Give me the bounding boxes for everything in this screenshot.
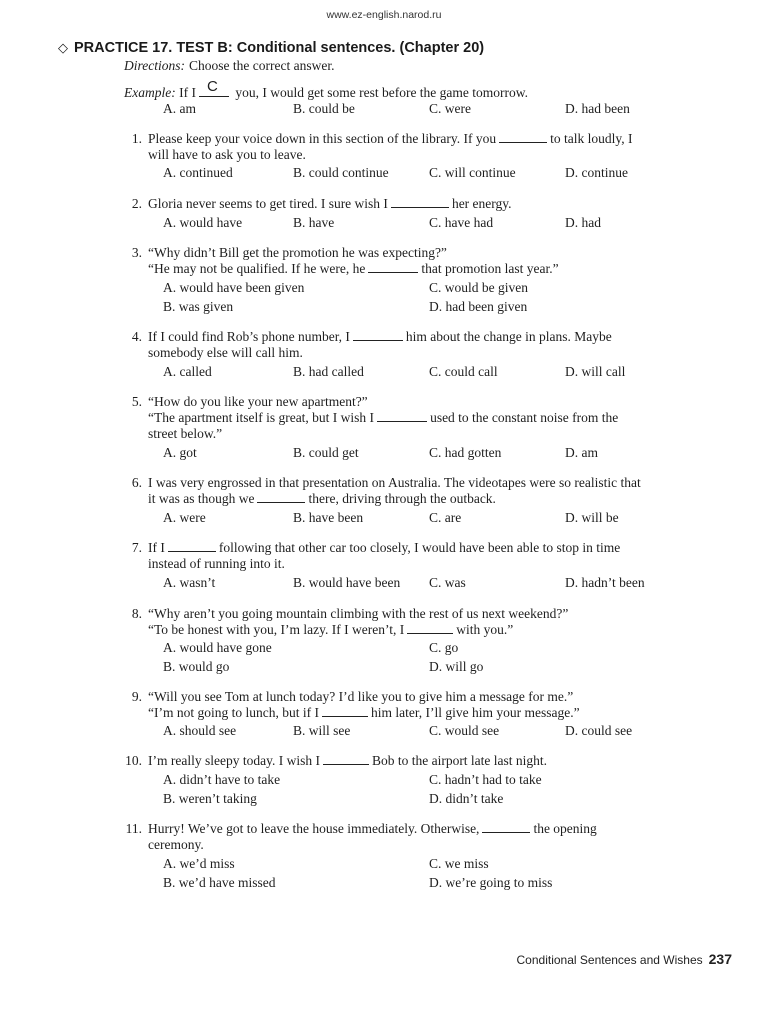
option-a[interactable]: A. got — [163, 445, 197, 460]
option-b[interactable]: B. we’d have missed — [163, 875, 276, 890]
question-text-cont: instead of running into it. — [148, 556, 285, 571]
source-url: www.ez-english.narod.ru — [326, 9, 442, 21]
option-a[interactable]: A. continued — [163, 165, 233, 180]
question-text-cont: “He may not be qualified. If he were, he that promotion last year.” — [148, 261, 559, 276]
question-text: “Will you see Tom at lunch today? I’d like you to give him a message for me.” — [148, 689, 574, 704]
example-text-after: you, I would get some rest before the game tomorrow. — [235, 85, 529, 100]
answer-blank[interactable] — [322, 705, 368, 717]
option-b[interactable]: B. had called — [293, 364, 364, 379]
option-c[interactable]: C. could call — [429, 364, 498, 379]
option-b[interactable]: B. have — [293, 215, 335, 230]
answer-blank[interactable] — [368, 261, 418, 273]
option-a[interactable]: A. would have gone — [163, 640, 272, 655]
option-d[interactable]: D. hadn’t been — [565, 575, 645, 590]
option-d[interactable]: D. continue — [565, 165, 628, 180]
question-number: 1. — [131, 131, 142, 146]
question-number: 8. — [131, 606, 142, 621]
answer-blank[interactable] — [377, 410, 427, 422]
option-a[interactable]: A. would have been given — [163, 280, 305, 295]
option-b[interactable]: B. could be — [293, 101, 355, 116]
option-a[interactable]: A. should see — [163, 723, 237, 738]
option-c[interactable]: C. hadn’t had to take — [429, 772, 542, 787]
question-text: Hurry! We’ve got to leave the house immediately. Otherwise, the opening — [148, 821, 597, 836]
question-number: 9. — [131, 689, 142, 704]
answer-blank[interactable] — [257, 491, 305, 503]
question-number: 11. — [125, 821, 142, 836]
question-text-cont: ceremony. — [148, 837, 204, 852]
example-answer-blank — [199, 78, 229, 97]
option-d[interactable]: D. will be — [565, 510, 619, 525]
answer-blank[interactable] — [391, 196, 449, 208]
option-d[interactable]: D. had been — [565, 101, 630, 116]
option-d[interactable]: D. had — [565, 215, 601, 230]
option-b[interactable]: B. have been — [293, 510, 364, 525]
example-text-before: If I — [179, 85, 196, 100]
question-text-cont: “I’m not going to lunch, but if I him later, I’ll give him your message.” — [148, 705, 580, 720]
option-b[interactable]: B. was given — [163, 299, 234, 314]
example-answer: C — [206, 78, 218, 95]
question-text: “How do you like your new apartment?” — [148, 394, 368, 409]
question-text: I’m really sleepy today. I wish I Bob to the airport late last night. — [148, 753, 548, 768]
page-number: 237 — [708, 951, 732, 967]
question-number: 6. — [131, 475, 142, 490]
option-a[interactable]: A. would have — [163, 215, 243, 230]
question-number: 3. — [131, 245, 142, 260]
option-d[interactable]: D. will call — [565, 364, 626, 379]
question-text: “Why didn’t Bill get the promotion he was expecting?” — [148, 245, 447, 260]
option-a[interactable]: A. wasn’t — [163, 575, 216, 590]
question-text-cont: street below.” — [148, 426, 223, 441]
question-text: I was very engrossed in that presentation on Australia. The videotapes were so realistic that — [148, 475, 641, 490]
question-number: 7. — [131, 540, 142, 555]
option-a[interactable]: A. were — [163, 510, 206, 525]
option-b[interactable]: B. will see — [293, 723, 351, 738]
question-text: “Why aren’t you going mountain climbing with the rest of us next weekend?” — [148, 606, 569, 621]
question-number: 10. — [125, 753, 142, 768]
option-d[interactable]: D. had been given — [429, 299, 528, 314]
answer-blank[interactable] — [407, 622, 453, 634]
option-c[interactable]: C. go — [429, 640, 459, 655]
option-d[interactable]: D. could see — [565, 723, 633, 738]
question-text: If I following that other car too closely, I would have been able to stop in time — [148, 540, 621, 555]
question-number: 5. — [131, 394, 142, 409]
question-text-cont: “The apartment itself is great, but I wish I used to the constant noise from the — [148, 410, 619, 425]
option-c[interactable]: C. we miss — [429, 856, 489, 871]
answer-blank[interactable] — [482, 821, 530, 833]
option-c[interactable]: C. will continue — [429, 165, 516, 180]
option-c[interactable]: C. was — [429, 575, 466, 590]
option-b[interactable]: B. would go — [163, 659, 230, 674]
option-b[interactable]: B. would have been — [293, 575, 401, 590]
option-d[interactable]: D. am — [565, 445, 598, 460]
directions-label: Directions: — [124, 58, 185, 73]
option-c[interactable]: C. would be given — [429, 280, 528, 295]
option-d[interactable]: D. will go — [429, 659, 484, 674]
directions — [124, 58, 334, 74]
question-number: 4. — [131, 329, 142, 344]
answer-blank[interactable] — [499, 131, 547, 143]
question-text: If I could find Rob’s phone number, I him about the change in plans. Maybe — [148, 329, 612, 344]
option-d[interactable]: D. didn’t take — [429, 791, 504, 806]
question-text: Please keep your voice down in this section of the library. If you to talk loudly, I — [148, 131, 633, 146]
option-c[interactable]: C. have had — [429, 215, 494, 230]
option-c[interactable]: C. are — [429, 510, 462, 525]
option-a[interactable]: A. didn’t have to take — [163, 772, 281, 787]
answer-blank[interactable] — [323, 753, 369, 765]
option-b[interactable]: B. could get — [293, 445, 359, 460]
question-text-cont: it was as though we there, driving through the outback. — [148, 491, 496, 506]
option-b[interactable]: B. could continue — [293, 165, 389, 180]
option-a[interactable]: A. called — [163, 364, 212, 379]
option-c[interactable]: C. had gotten — [429, 445, 502, 460]
option-a[interactable]: A. we’d miss — [163, 856, 235, 871]
example-question — [124, 78, 529, 101]
diamond-icon: ◇ — [58, 40, 68, 55]
question-text-cont: somebody else will call him. — [148, 345, 303, 360]
question-text: Gloria never seems to get tired. I sure wish I her energy. — [148, 196, 512, 211]
page-title — [58, 40, 484, 56]
answer-blank[interactable] — [168, 540, 216, 552]
option-d[interactable]: D. we’re going to miss — [429, 875, 553, 890]
chapter-title: Conditional Sentences and Wishes — [516, 953, 703, 967]
question-number: 2. — [131, 196, 142, 211]
option-c[interactable]: C. would see — [429, 723, 500, 738]
directions-text: Choose the correct answer. — [189, 58, 335, 73]
answer-blank[interactable] — [353, 329, 403, 341]
option-a[interactable]: A. am — [163, 101, 196, 116]
page-footer — [517, 951, 732, 967]
question-text-cont: will have to ask you to leave. — [148, 147, 306, 162]
option-b[interactable]: B. weren’t taking — [163, 791, 257, 806]
example-label: Example: — [124, 85, 176, 100]
title-text: PRACTICE 17. TEST B: Conditional sentences. (Chapter 20) — [74, 40, 485, 56]
question-text-cont: “To be honest with you, I’m lazy. If I weren’t, I with you.” — [148, 622, 514, 637]
option-c[interactable]: C. were — [429, 101, 471, 116]
